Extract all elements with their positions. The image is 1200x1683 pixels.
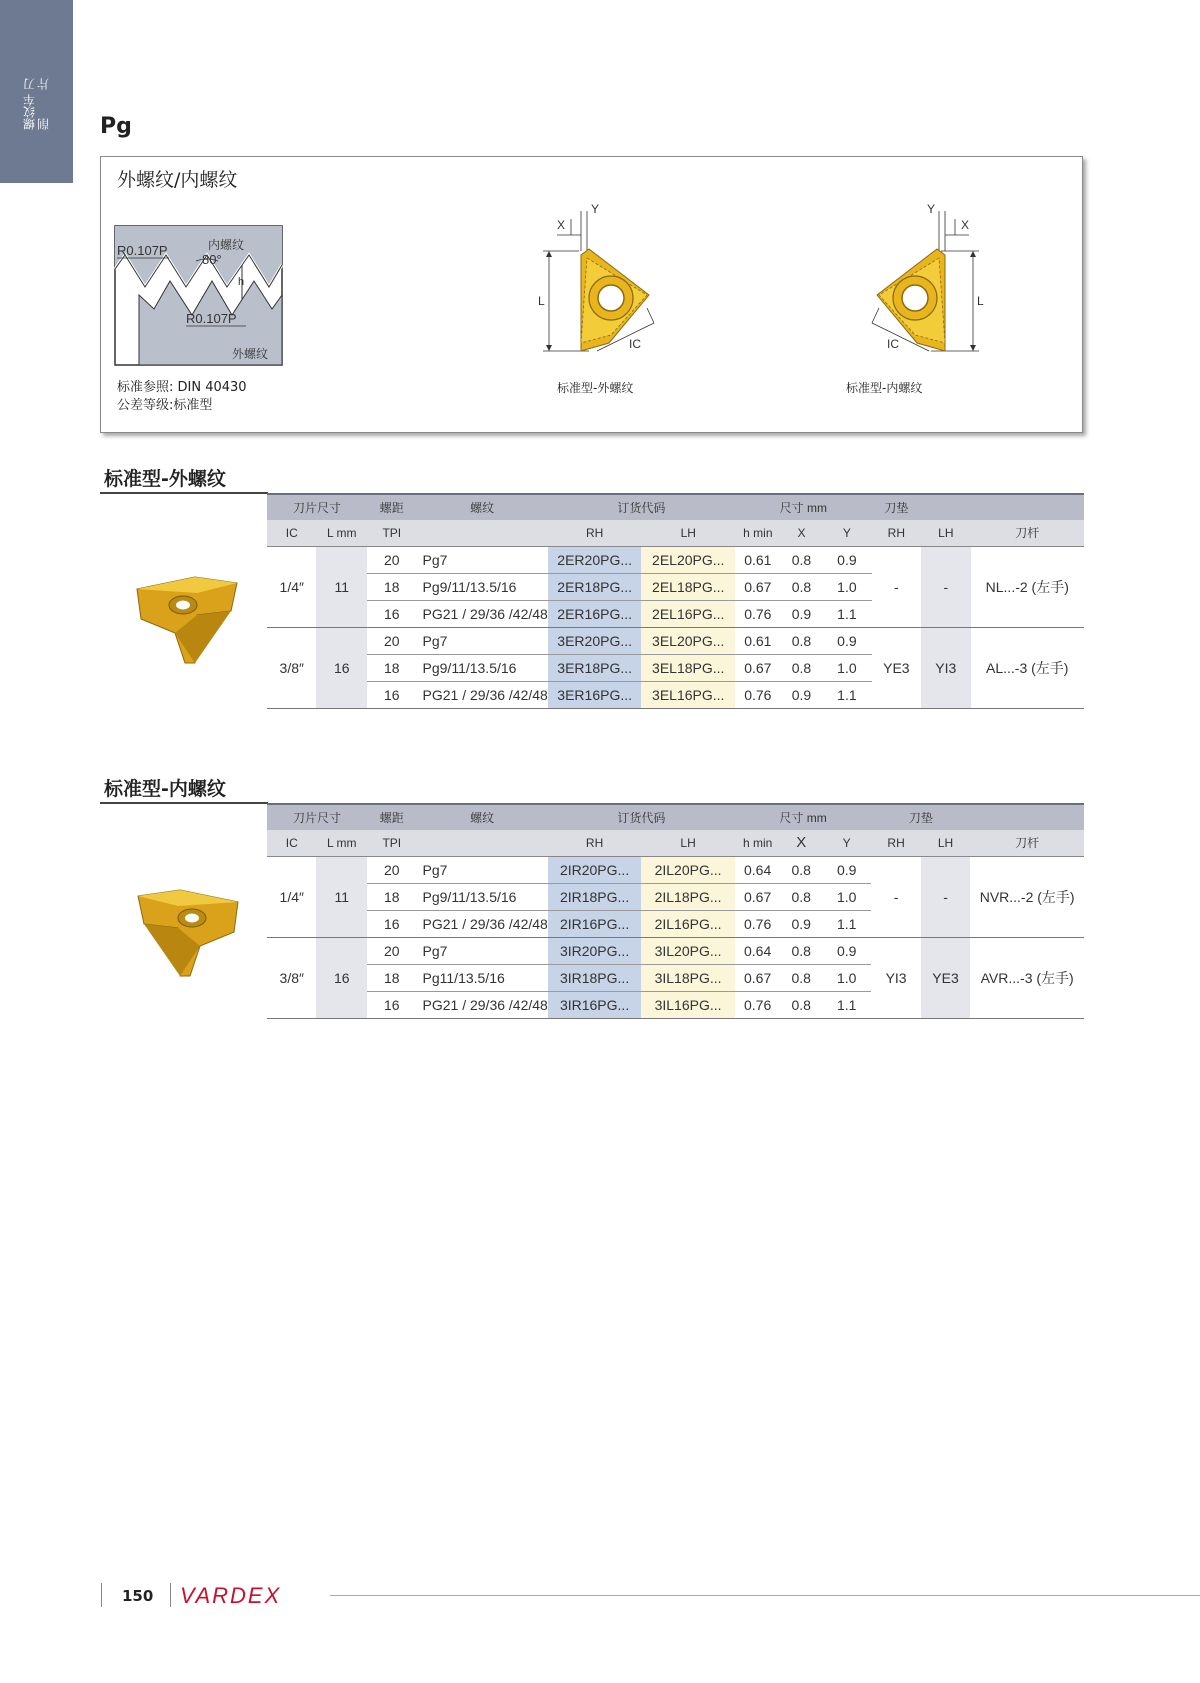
ext-dim-l: L — [538, 294, 545, 308]
cell-tpi: 20 — [367, 627, 416, 654]
cell-thread: Pg7 — [417, 937, 548, 964]
cell-x: 0.8 — [780, 856, 822, 883]
side-tab-label — [0, 70, 73, 130]
cell-hmin: 0.67 — [735, 964, 781, 991]
cell-anvil-lh: YE3 — [921, 937, 971, 1018]
table-sub-header — [267, 520, 1084, 546]
external-section-rule — [100, 492, 268, 494]
cell-hmin: 0.64 — [735, 937, 781, 964]
cell-hmin: 0.61 — [735, 546, 781, 573]
cell-lh-code: 3EL18PG... — [641, 654, 735, 681]
hdr-lh: LH — [641, 520, 735, 546]
cell-hmin: 0.67 — [735, 573, 781, 600]
brand-logo: VARDEX — [180, 1583, 282, 1608]
hdr-l: L mm — [316, 830, 367, 856]
thread-profile-diagram — [114, 225, 284, 367]
ext-dim-ic: IC — [629, 337, 641, 351]
cell-tpi: 20 — [367, 937, 416, 964]
hdr-rh: RH — [548, 830, 642, 856]
cell-x: 0.9 — [780, 910, 822, 937]
cell-l: 11 — [316, 856, 367, 937]
cell-rh-code: 2ER16PG... — [548, 600, 642, 627]
hdr-lh: LH — [641, 830, 734, 856]
cell-rh-code: 2IR18PG... — [548, 883, 642, 910]
profile-h: h — [238, 276, 245, 288]
cell-thread: Pg7 — [417, 856, 548, 883]
cell-hmin: 0.76 — [735, 681, 781, 708]
cell-y: 0.9 — [822, 856, 871, 883]
hdr-x: X — [780, 830, 822, 856]
cell-lh-code: 3EL16PG... — [641, 681, 735, 708]
cell-hmin: 0.76 — [735, 991, 781, 1018]
footer-divider-right — [170, 1583, 171, 1607]
hdr-order-code: 订货代码 — [548, 804, 735, 830]
cell-rh-code: 3IR16PG... — [548, 991, 642, 1018]
cell-rh-code: 2ER20PG... — [548, 546, 642, 573]
hdr-size: 刀片尺寸 — [267, 804, 367, 830]
profile-external-label: 外螺纹 — [232, 347, 269, 361]
cell-tpi: 18 — [367, 964, 416, 991]
int-dim-ic: IC — [887, 337, 899, 351]
cell-anvil-rh: YE3 — [872, 627, 922, 708]
cell-holder: AVR...-3 (左手) — [970, 937, 1084, 1018]
page-title: Pg — [100, 114, 132, 139]
standard-reference — [117, 379, 247, 415]
cell-x: 0.9 — [781, 600, 823, 627]
cell-thread: Pg9/11/13.5/16 — [417, 573, 548, 600]
cell-thread: PG21 / 29/36 /42/48 — [417, 991, 548, 1018]
hdr-thread: 螺纹 — [417, 494, 548, 520]
standard-ref-line: 标准参照: DIN 40430 — [117, 380, 247, 395]
cell-tpi: 18 — [367, 573, 416, 600]
cell-lh-code: 3IL20PG... — [641, 937, 734, 964]
cell-rh-code: 3IR20PG... — [548, 937, 642, 964]
hdr-holder: 刀杆 — [970, 830, 1084, 856]
cell-y: 0.9 — [822, 627, 871, 654]
hdr-ic: IC — [267, 830, 316, 856]
hdr-y: Y — [822, 830, 871, 856]
cell-y: 1.0 — [822, 654, 871, 681]
cell-thread: Pg9/11/13.5/16 — [417, 654, 548, 681]
cell-hmin: 0.67 — [735, 883, 781, 910]
hdr-anvil: 刀垫 — [872, 494, 922, 520]
internal-insert-diagram — [841, 183, 1001, 353]
cell-thread: PG21 / 29/36 /42/48 — [417, 600, 548, 627]
hdr-pitch: 螺距 — [367, 804, 416, 830]
cell-l: 11 — [316, 546, 367, 627]
int-dim-l: L — [977, 294, 984, 308]
cell-lh-code: 3EL20PG... — [641, 627, 735, 654]
cell-lh-code: 2EL20PG... — [641, 546, 735, 573]
table-row — [267, 856, 1084, 883]
profile-internal-label: 内螺纹 — [208, 238, 245, 252]
ext-dim-x: X — [557, 218, 566, 232]
cell-lh-code: 2EL16PG... — [641, 600, 735, 627]
table-sub-header — [267, 830, 1084, 856]
tolerance-line: 公差等级:标准型 — [117, 398, 213, 413]
hdr-thread: 螺纹 — [417, 804, 548, 830]
external-insert-icon — [135, 575, 240, 665]
page-number: 150 — [122, 1587, 154, 1605]
hdr-anvil-rh: RH — [871, 830, 920, 856]
cell-anvil-lh: YI3 — [921, 627, 970, 708]
cell-anvil-lh: - — [921, 546, 970, 627]
cell-y: 1.0 — [822, 883, 871, 910]
side-tab-line1: 螺纹车削 — [22, 94, 51, 130]
cell-tpi: 16 — [367, 991, 416, 1018]
hdr-l: L mm — [316, 520, 367, 546]
hdr-hmin: h min — [735, 520, 781, 546]
hdr-y: Y — [822, 520, 871, 546]
caption-internal: 标准型-内螺纹 — [846, 381, 923, 395]
cell-tpi: 16 — [367, 681, 416, 708]
table-row — [267, 546, 1084, 573]
profile-r-bottom: R0.107P — [186, 311, 237, 326]
cell-tpi: 18 — [367, 883, 416, 910]
external-insert-diagram — [529, 183, 679, 353]
cell-lh-code: 3IL18PG... — [641, 964, 734, 991]
hdr-pitch: 螺距 — [367, 494, 416, 520]
cell-thread: Pg9/11/13.5/16 — [417, 883, 548, 910]
hdr-tpi: TPI — [367, 520, 416, 546]
hdr-dims: 尺寸 mm — [735, 804, 872, 830]
internal-table — [267, 803, 1084, 1019]
profile-r-top: R0.107P — [117, 243, 168, 258]
hdr-order-code: 订货代码 — [548, 494, 735, 520]
cell-tpi: 16 — [367, 600, 416, 627]
cell-rh-code: 3ER16PG... — [548, 681, 642, 708]
cell-tpi: 18 — [367, 654, 416, 681]
cell-holder: NL...-2 (左手) — [971, 546, 1084, 627]
hdr-anvil-lh: LH — [921, 830, 971, 856]
cell-hmin: 0.76 — [735, 910, 781, 937]
hdr-ic: IC — [267, 520, 316, 546]
cell-hmin: 0.67 — [735, 654, 781, 681]
cell-ic: 1/4″ — [267, 546, 316, 627]
side-tab — [0, 0, 73, 183]
cell-y: 1.1 — [822, 681, 871, 708]
cell-thread: Pg7 — [417, 627, 548, 654]
cell-anvil-lh: - — [921, 856, 971, 937]
info-box — [100, 156, 1083, 433]
cell-hmin: 0.64 — [735, 856, 781, 883]
cell-x: 0.9 — [781, 681, 823, 708]
cell-tpi: 20 — [367, 856, 416, 883]
table-row — [267, 627, 1084, 654]
cell-thread: PG21 / 29/36 /42/48 — [417, 681, 548, 708]
side-tab-line2: 刀片 — [22, 78, 51, 90]
external-section-title: 标准型-外螺纹 — [104, 468, 226, 490]
hdr-holder: 刀杆 — [971, 520, 1084, 546]
profile-angle: 80° — [202, 252, 222, 267]
cell-thread: Pg11/13.5/16 — [417, 964, 548, 991]
cell-y: 0.9 — [822, 546, 871, 573]
cell-lh-code: 2IL16PG... — [641, 910, 734, 937]
footer-divider-left — [101, 1583, 102, 1607]
cell-y: 1.1 — [822, 910, 871, 937]
cell-holder: NVR...-2 (左手) — [970, 856, 1084, 937]
external-table — [267, 493, 1084, 709]
internal-insert-icon — [135, 888, 240, 978]
cell-thread: Pg7 — [417, 546, 548, 573]
hdr-dims: 尺寸 mm — [735, 494, 872, 520]
hdr-anvil: 刀垫 — [871, 804, 970, 830]
cell-y: 0.9 — [822, 937, 871, 964]
cell-anvil-rh: YI3 — [871, 937, 920, 1018]
cell-x: 0.8 — [781, 627, 823, 654]
cell-anvil-rh: - — [872, 546, 922, 627]
table-group-header — [267, 804, 1084, 830]
table-group-header — [267, 494, 1084, 520]
cell-ic: 3/8″ — [267, 627, 316, 708]
cell-x: 0.8 — [780, 991, 822, 1018]
cell-rh-code: 2ER18PG... — [548, 573, 642, 600]
cell-l: 16 — [316, 937, 367, 1018]
info-title: 外螺纹/内螺纹 — [117, 169, 238, 191]
hdr-anvil-rh: RH — [872, 520, 922, 546]
cell-hmin: 0.76 — [735, 600, 781, 627]
table-row — [267, 937, 1084, 964]
cell-x: 0.8 — [780, 964, 822, 991]
cell-l: 16 — [316, 627, 367, 708]
cell-rh-code: 2IR16PG... — [548, 910, 642, 937]
cell-rh-code: 3IR18PG... — [548, 964, 642, 991]
internal-section-rule — [100, 802, 268, 804]
cell-tpi: 20 — [367, 546, 416, 573]
cell-x: 0.8 — [781, 573, 823, 600]
hdr-x: X — [781, 520, 823, 546]
footer-rule — [330, 1595, 1200, 1596]
hdr-hmin: h min — [735, 830, 781, 856]
cell-lh-code: 2IL20PG... — [641, 856, 734, 883]
hdr-tpi: TPI — [367, 830, 416, 856]
caption-external: 标准型-外螺纹 — [557, 381, 634, 395]
cell-y: 1.1 — [822, 991, 871, 1018]
internal-section-title: 标准型-内螺纹 — [104, 778, 226, 800]
cell-y: 1.0 — [822, 573, 871, 600]
ext-dim-y: Y — [591, 202, 600, 216]
cell-x: 0.8 — [780, 883, 822, 910]
cell-x: 0.8 — [780, 937, 822, 964]
int-dim-y: Y — [927, 202, 936, 216]
cell-ic: 1/4″ — [267, 856, 316, 937]
cell-anvil-rh: - — [871, 856, 920, 937]
cell-holder: AL...-3 (左手) — [971, 627, 1084, 708]
cell-tpi: 16 — [367, 910, 416, 937]
cell-x: 0.8 — [781, 654, 823, 681]
cell-lh-code: 2EL18PG... — [641, 573, 735, 600]
cell-rh-code: 2IR20PG... — [548, 856, 642, 883]
cell-x: 0.8 — [781, 546, 823, 573]
cell-hmin: 0.61 — [735, 627, 781, 654]
int-dim-x: X — [961, 218, 970, 232]
cell-y: 1.0 — [822, 964, 871, 991]
cell-thread: PG21 / 29/36 /42/48 — [417, 910, 548, 937]
cell-rh-code: 3ER18PG... — [548, 654, 642, 681]
cell-lh-code: 2IL18PG... — [641, 883, 734, 910]
cell-ic: 3/8″ — [267, 937, 316, 1018]
cell-lh-code: 3IL16PG... — [641, 991, 734, 1018]
hdr-rh: RH — [548, 520, 642, 546]
cell-y: 1.1 — [822, 600, 871, 627]
hdr-anvil-lh: LH — [921, 520, 970, 546]
cell-rh-code: 3ER20PG... — [548, 627, 642, 654]
hdr-size: 刀片尺寸 — [267, 494, 367, 520]
